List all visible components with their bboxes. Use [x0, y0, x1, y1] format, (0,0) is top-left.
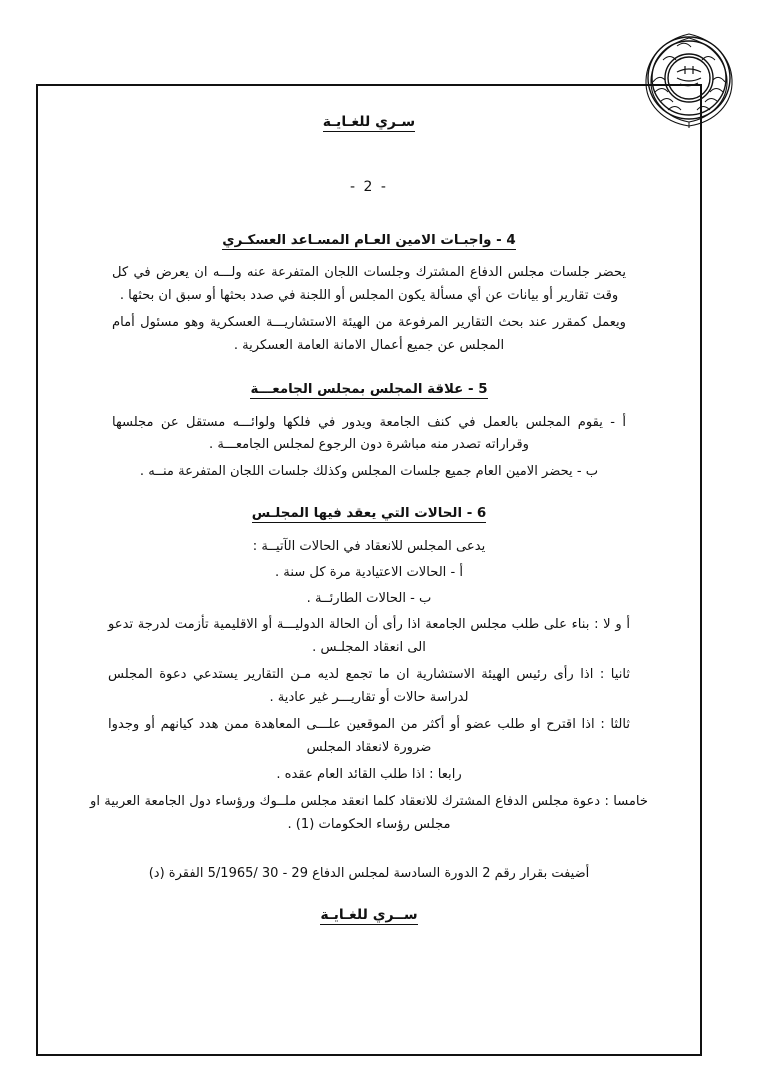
- section-6-case-3: ثالثا : اذا اقترح او طلب عضو أو أكثر من الموقعين علـــى المعاهدة ممن هدد كيانهم أو وجدوا ضرورة لانعقاد المجلس: [108, 717, 630, 755]
- classification-top-label: سـري للغـايـة: [322, 114, 416, 130]
- section-6-intro: يدعى المجلس للانعقاد في الحالات الآتيــة :: [252, 538, 486, 554]
- document-content: [36, 84, 702, 1056]
- classification-top: [82, 110, 656, 135]
- section-6-case-4: رابعا : اذا طلب القائد العام عقده .: [276, 766, 462, 782]
- section-6: [82, 502, 656, 836]
- section-4-heading-label: 4 - واجبـات الامين العـام المسـاعد العسكـري: [222, 233, 516, 248]
- page-number: - 2 -: [350, 178, 388, 195]
- section-6-case-2: ثانيا : اذا رأى رئيس الهيئة الاستشارية ان ما تجمع لديه مـن التقارير يستدعي دعوة المجلس لدراسة حالات أو تقاريـــر غير عادية .: [108, 667, 630, 706]
- section-4: [82, 229, 656, 358]
- section-6-item-b: ب - الحالات الطارئــة .: [306, 590, 432, 606]
- section-4-heading: [82, 229, 656, 252]
- classification-bottom-label: ســري للغـايـة: [320, 907, 418, 924]
- section-6-heading: [82, 502, 656, 525]
- section-4-paragraph-2: ويعمل كمقرر عند بحث التقارير المرفوعة من الهيئة الاستشاريـــة العسكرية وهو مسئول أمام المجلس عن جميع أعمال الامانة العامة العسكرية .: [112, 315, 626, 354]
- section-5-paragraph-b: ب - يحضر الامين العام جميع جلسات المجلس وكذلك جلسات اللجان المتفرعة منــه .: [139, 464, 599, 480]
- footnote: أضيفت بقرار رقم 2 الدورة السادسة لمجلس الدفاع 29 - 30 /5/1965 الفقرة (د): [148, 865, 590, 881]
- section-5-heading: [82, 378, 656, 401]
- section-5-paragraph-a: أ - يقوم المجلس بالعمل في كنف الجامعة ويدور في فلكها ولوائـــه مستقل عن مجلسها وقراراته تصدر منه مباشرة دون الرجوع لمجلس الجامعـــة .: [112, 414, 626, 453]
- section-6-heading-label: 6 - الحالات التي يعقد فيها المجلـس: [251, 506, 487, 522]
- section-5-heading-label: 5 - علاقة المجلس بمجلس الجامعـــة: [250, 382, 488, 398]
- section-5: [82, 378, 656, 484]
- section-6-case-5: خامسا : دعوة مجلس الدفاع المشترك للانعقاد كلما انعقد مجلس ملــوك ورؤساء دول الجامعة العربية او مجلس رؤساء الحكومات (1) .: [90, 793, 648, 832]
- classification-bottom: [82, 903, 656, 928]
- section-6-item-a: أ - الحالات الاعتيادية مرة كل سنة .: [274, 564, 464, 580]
- section-4-paragraph-1: يحضر جلسات مجلس الدفاع المشترك وجلسات اللجان المتفرعة عنه ولـــه ان يعرض في كل وقت تقارير أو بيانات عن أي مسألة يكون المجلس أو اللجنة في صدد بحثها أو سبق ان بحثها .: [112, 265, 626, 304]
- section-6-case-1: أ و لا : بناء على طلب مجلس الجامعة اذا رأى أن الحالة الدوليـــة أو الاقليمية تأزمت لدرجة تدعو الى انعقاد المجلـس .: [108, 617, 630, 656]
